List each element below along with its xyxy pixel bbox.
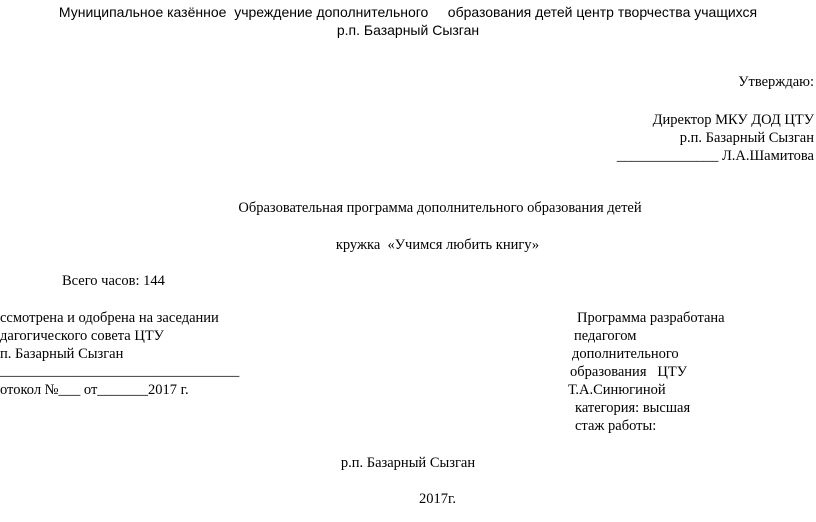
- program-club: кружка «Учимся любить книгу»: [335, 237, 540, 253]
- approval-signature: ______________ Л.А.Шамитова: [616, 148, 814, 164]
- approval-title: Утверждаю:: [738, 74, 814, 90]
- left-place: п. Базарный Сызган: [0, 346, 124, 362]
- left-council: дагогического совета ЦТУ: [0, 328, 164, 344]
- right-author: Т.А.Синюгиной: [568, 382, 666, 398]
- right-education: образования ЦТУ: [570, 364, 687, 380]
- right-category: категория: высшая: [575, 400, 691, 416]
- program-hours: Всего часов: 144: [62, 273, 165, 289]
- footer-place: р.п. Базарный Сызган: [340, 455, 476, 471]
- right-developed: Программа разработана: [577, 310, 725, 326]
- header-institution: Муниципальное казённое учреждение дополнительного образования детей центр творчества учащихся: [58, 4, 758, 20]
- left-signature-line: _________________________________: [0, 363, 240, 379]
- left-protocol: отокол №___ от_______2017 г.: [0, 382, 189, 398]
- header-location: р.п. Базарный Сызган: [336, 22, 480, 38]
- program-title: Образовательная программа дополнительного образования детей: [238, 200, 642, 216]
- right-teacher: педагогом: [574, 328, 637, 344]
- approval-place: р.п. Базарный Сызган: [679, 130, 814, 146]
- left-reviewed: ссмотрена и одобрена на заседании: [0, 310, 219, 326]
- right-additional: дополнительного: [572, 346, 679, 362]
- footer-year: 2017г.: [419, 491, 456, 507]
- approval-position: Директор МКУ ДОД ЦТУ: [652, 112, 814, 128]
- right-experience: стаж работы:: [575, 418, 657, 434]
